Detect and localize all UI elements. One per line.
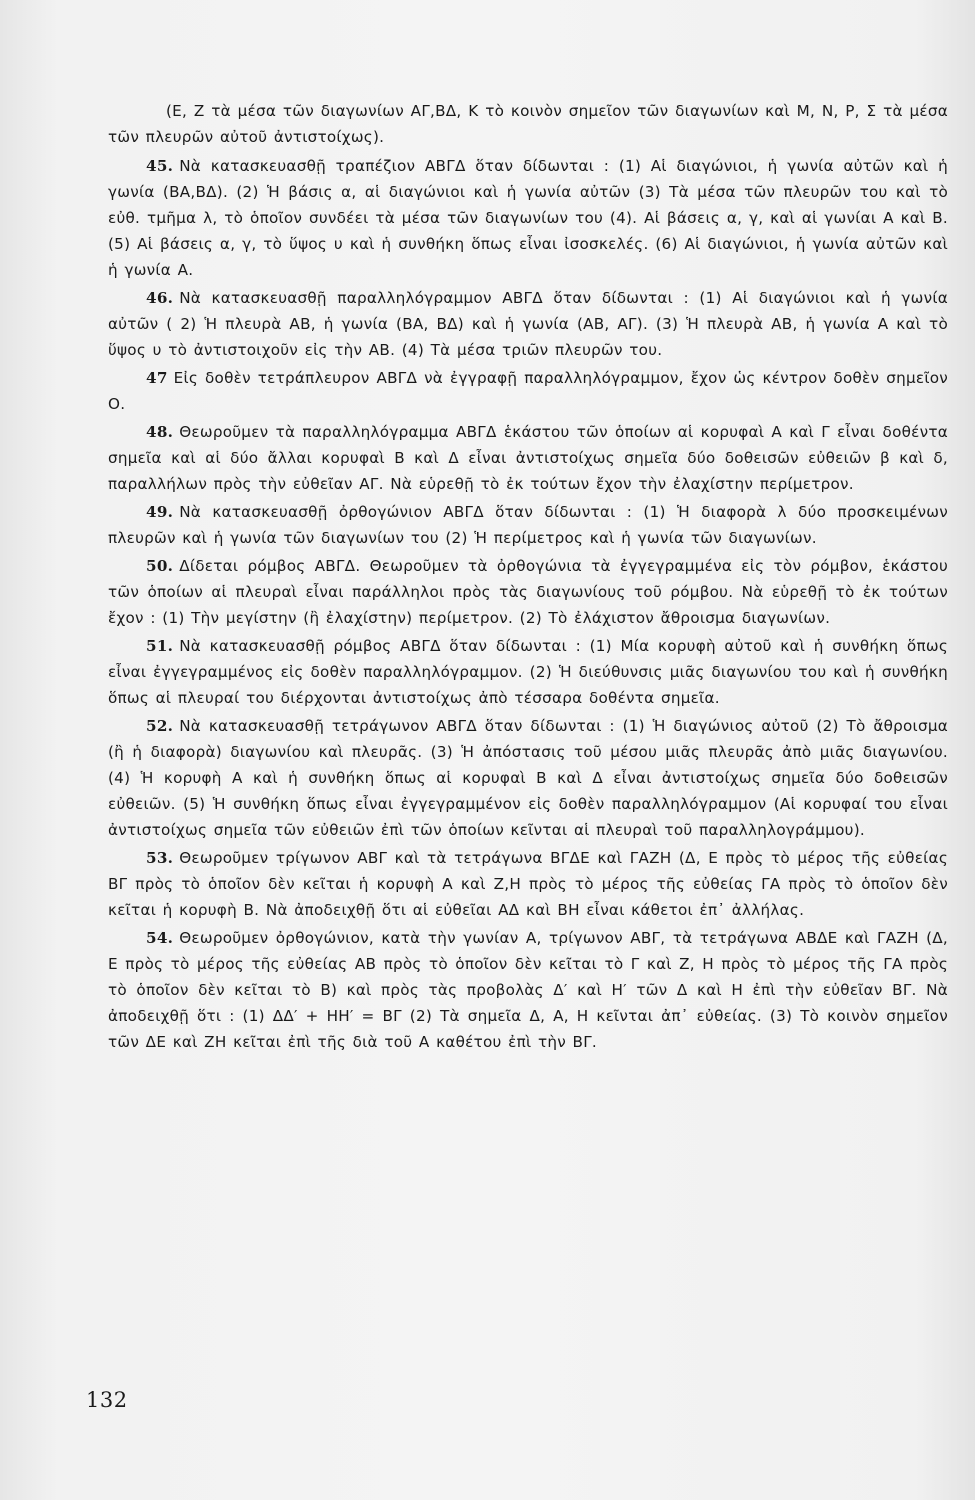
exercise-46 [108,285,948,363]
exercise-52 [108,713,948,843]
paragraph-continuation [108,98,948,150]
exercise-text: Νὰ κατασκευασθῇ ρόμβος ΑΒΓΔ ὅταν δίδωνται : (1) Μία κορυφὴ αὐτοῦ καὶ ἡ συνθήκη ὅπως εἶναι ἐγγεγραμμένος εἰς δοθὲν παραλληλόγραμμον. (2) Ἡ διεύθυνσις μιᾶς διαγωνίου του καὶ ἡ συνθήκη ὅπως αἱ πλευραί του διέρχονται ἀντιστοίχως ἀπὸ τέσσαρα δοθέντα σημεῖα. [108,637,948,707]
exercise-53 [108,845,948,923]
exercise-number: 51. [146,637,174,655]
exercise-number: 46. [146,289,174,307]
exercise-text: Νὰ κατασκευασθῇ τραπέζιον ΑΒΓΔ ὅταν δίδωνται : (1) Αἱ διαγώνιοι, ἡ γωνία αὐτῶν καὶ ἡ γωνία (ΒΑ,ΒΔ). (2) Ἡ βάσις α, αἱ διαγώνιοι καὶ ἡ γωνία αὐτῶν (3) Τὰ μέσα τῶν πλευρῶν του καὶ τὸ εὐθ. τμῆμα λ, τὸ ὁποῖον συνδέει τὰ μέσα τῶν διαγωνίων του (4). Αἱ βάσεις α, γ, καὶ αἱ γωνίαι Α καὶ Β. (5) Αἱ βάσεις α, γ, τὸ ὕψος υ καὶ ἡ συνθήκη ὅπως εἶναι ἰσοσκελές. (6) Αἱ διαγώνιοι, ἡ γωνία αὐτῶν καὶ ἡ γωνία Α. [108,157,948,279]
exercise-text: Δίδεται ρόμβος ΑΒΓΔ. Θεωροῦμεν τὰ ὀρθογώνια τὰ ἐγγεγραμμένα εἰς τὸν ρόμβον, ἑκάστου τῶν ὁποίων αἱ πλευραὶ εἶναι παράλληλοι πρὸς τὰς διαγωνίους τοῦ ρόμβου. Νὰ εὑρεθῇ τὸ ἐκ τούτων ἔχον : (1) Τὴν μεγίστην (ἢ ἐλαχίστην) περίμετρον. (2) Τὸ ἐλάχιστον ἄθροισμα διαγωνίων. [108,557,948,627]
exercise-50 [108,553,948,631]
exercise-number: 47 [146,369,168,387]
exercise-text: Νὰ κατασκευασθῇ τετράγωνον ΑΒΓΔ ὅταν δίδωνται : (1) Ἡ διαγώνιος αὐτοῦ (2) Τὸ ἄθροισμα (ἢ ἡ διαφορὰ) διαγωνίου καὶ πλευρᾶς. (3) Ἡ ἀπόστασις τοῦ μέσου μιᾶς πλευρᾶς ἀπὸ μιᾶς διαγωνίου. (4) Ἡ κορυφὴ Α καὶ ἡ συνθήκη ὅπως αἱ κορυφαὶ Β καὶ Δ εἶναι ἀντιστοίχως σημεῖα δύο δοθεισῶν εὐθειῶν. (5) Ἡ συνθήκη ὅπως εἶναι ἐγγεγραμμένον εἰς δοθὲν παραλληλόγραμμον (Αἱ κορυφαί του εἶναι ἀντιστοίχως σημεῖα τῶν εὐθειῶν ἐπὶ τῶν ὁποίων κεῖνται αἱ πλευραὶ τοῦ παραλληλογράμμου). [108,717,948,839]
exercise-text: Θεωροῦμεν τὰ παραλληλόγραμμα ΑΒΓΔ ἑκάστου τῶν ὁποίων αἱ κορυφαὶ Α καὶ Γ εἶναι δοθέντα σημεῖα καὶ αἱ δύο ἄλλαι κορυφαὶ Β καὶ Δ εἶναι ἀντιστοίχως σημεῖα δύο δοθεισῶν εὐθειῶν β καὶ δ, παραλλήλων πρὸς τὴν εὐθεῖαν ΑΓ. Νὰ εὑρεθῇ τὸ ἐκ τούτων ἔχον τὴν ἐλαχίστην περίμετρον. [108,423,948,493]
exercise-51 [108,633,948,711]
exercise-45 [108,153,948,283]
exercise-text: Νὰ κατασκευασθῇ ὀρθογώνιον ΑΒΓΔ ὅταν δίδωνται : (1) Ἡ διαφορὰ λ δύο προσκειμένων πλευρῶν καὶ ἡ γωνία τῶν διαγωνίων του (2) Ἡ περίμετρος καὶ ἡ γωνία τῶν διαγωνίων. [108,503,948,547]
exercise-number: 45. [146,157,174,175]
exercise-number: 50. [146,557,174,575]
exercise-text-block [108,98,948,1057]
exercise-text: Θεωροῦμεν ὀρθογώνιον, κατὰ τὴν γωνίαν Α, τρίγωνον ΑΒΓ, τὰ τετράγωνα ΑΒΔΕ καὶ ΓΑΖΗ (Δ, Ε πρὸς τὸ μέρος τῆς εὐθείας ΑΒ πρὸς τὸ ὁποῖον δὲν κεῖται τὸ Γ καὶ Ζ, Η πρὸς τὸ μέρος τῆς ΓΑ πρὸς τὸ ὁποῖον δὲν κεῖται τὸ Β) καὶ πρὸς τὰς προβολὰς Δ′ καὶ Η′ τῶν Δ καὶ Η ἐπὶ τὴν εὐθεῖαν ΒΓ. Νὰ ἀποδειχθῇ ὅτι : (1) ΔΔ′ + ΗΗ′ = ΒΓ (2) Τὰ σημεῖα Δ, Α, Η κεῖνται ἀπ᾽ εὐθείας. (3) Τὸ κοινὸν σημεῖον τῶν ΔΕ καὶ ΖΗ κεῖται ἐπὶ τῆς διὰ τοῦ Α καθέτου ἐπὶ τὴν ΒΓ. [108,929,948,1051]
exercise-47 [108,365,948,417]
exercise-number: 49. [146,503,174,521]
exercise-text: (Ε, Ζ τὰ μέσα τῶν διαγωνίων ΑΓ,ΒΔ, Κ τὸ κοινὸν σημεῖον τῶν διαγωνίων καὶ Μ, Ν, Ρ, Σ τὰ μέσα τῶν πλευρῶν αὐτοῦ ἀντιστοίχως). [108,102,948,146]
exercise-number: 54. [146,929,174,947]
exercise-48 [108,419,948,497]
exercise-number: 52. [146,717,174,735]
exercise-number: 48. [146,423,174,441]
exercise-49 [108,499,948,551]
exercise-text: Εἰς δοθὲν τετράπλευρον ΑΒΓΔ νὰ ἐγγραφῇ παραλληλόγραμμον, ἔχον ὡς κέντρον δοθὲν σημεῖον Ο. [108,369,948,413]
exercise-text: Νὰ κατασκευασθῇ παραλληλόγραμμον ΑΒΓΔ ὅταν δίδωνται : (1) Αἱ διαγώνιοι καὶ ἡ γωνία αὐτῶν ( 2) Ἡ πλευρὰ ΑΒ, ἡ γωνία (ΒΑ, ΒΔ) καὶ ἡ γωνία (ΑΒ, ΑΓ). (3) Ἡ πλευρὰ ΑΒ, ἡ γωνία Α καὶ τὸ ὕψος υ τὸ ἀντιστοιχοῦν εἰς τὴν ΑΒ. (4) Τὰ μέσα τριῶν πλευρῶν του. [108,289,948,359]
exercise-54 [108,925,948,1055]
exercise-text: Θεωροῦμεν τρίγωνον ΑΒΓ καὶ τὰ τετράγωνα ΒΓΔΕ καὶ ΓΑΖΗ (Δ, Ε πρὸς τὸ μέρος τῆς εὐθείας ΒΓ πρὸς τὸ ὁποῖον δὲν κεῖται ἡ κορυφὴ Α καὶ Ζ,Η πρὸς τὸ μέρος τῆς εὐθείας ΓΑ πρὸς τὸ ὁποῖον δὲν κεῖται ἡ κορυφὴ Β. Νὰ ἀποδειχθῇ ὅτι αἱ εὐθεῖαι ΑΔ καὶ ΒΗ εἶναι κάθετοι ἐπ᾽ ἀλλήλας. [108,849,948,919]
exercise-number: 53. [146,849,174,867]
page-number: 132 [86,1388,128,1412]
